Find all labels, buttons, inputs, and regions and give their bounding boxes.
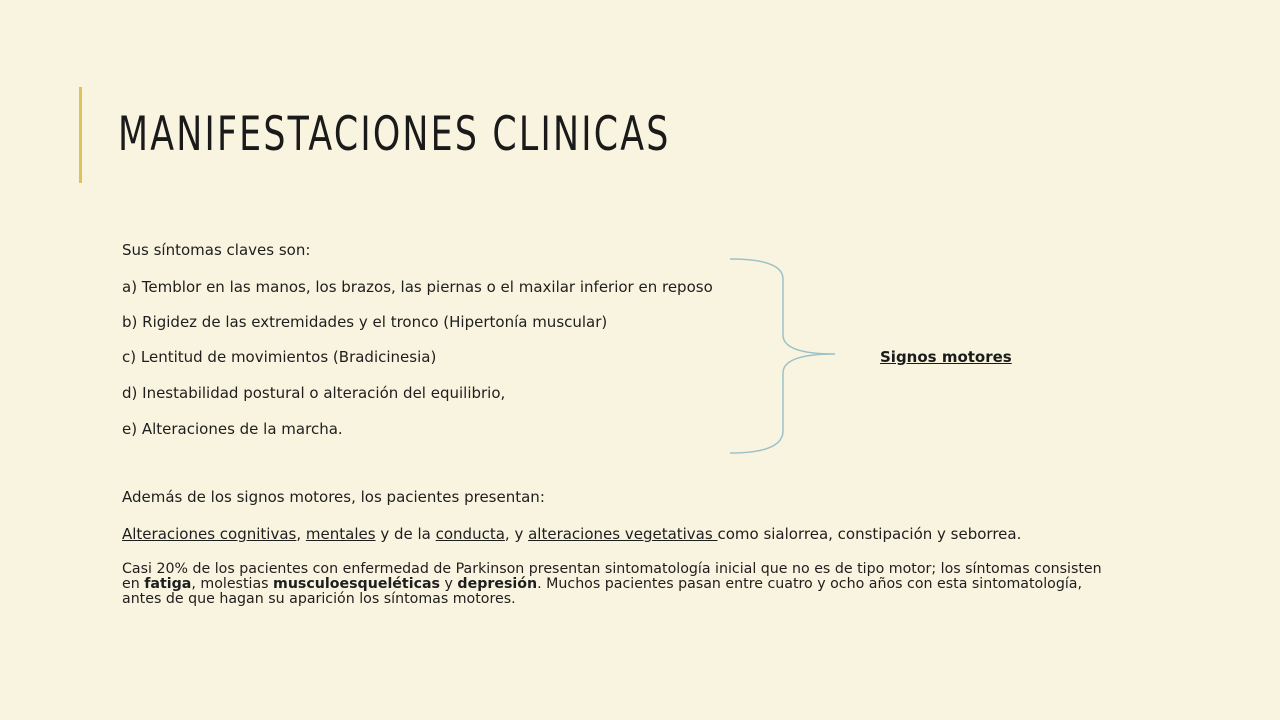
mental-text: mentales	[305, 525, 376, 543]
paragraph-text: . Muchos pacientes pasan entre cuatro y ocho años con esta sintomatología, antes de que hagan su aparición los síntomas motores.	[122, 576, 1083, 607]
symptom-item: b) Rigidez de las extremidades y el tronco (Hipertonía muscular)	[122, 313, 608, 331]
symptom-item: d) Inestabilidad postural o alteración del equilibrio,	[122, 384, 506, 402]
other-signs-line	[122, 525, 1021, 543]
other-signs-intro: Además de los signos motores, los pacientes presentan:	[122, 488, 545, 506]
motor-signs-label: Signos motores	[880, 348, 1012, 366]
fatigue-term: fatiga	[144, 576, 192, 592]
grouping-brace	[725, 255, 845, 465]
symptom-item: e) Alteraciones de la marcha.	[122, 420, 343, 438]
line-tail-text: como sialorrea, constipación y seborrea.	[717, 525, 1022, 543]
symptom-item: c) Lentitud de movimientos (Bradicinesia)	[122, 348, 437, 366]
behavior-text: conducta	[435, 525, 505, 543]
paragraph-text: , molestias	[191, 576, 274, 592]
vegetative-alterations-text: alteraciones vegetativas	[528, 525, 718, 543]
symptom-item: a) Temblor en las manos, los brazos, las piernas o el maxilar inferior en reposo	[122, 278, 713, 296]
cognitive-alterations-text: Alteraciones cognitivas	[122, 525, 297, 543]
paragraph-text: Casi 20% de los pacientes con enfermedad de Parkinson presentan sintomatología inicial que no es de tipo motor; los síntomas consisten en	[122, 561, 1102, 592]
separator-text: , y	[504, 525, 529, 543]
separator-text: y de la	[375, 525, 436, 543]
title-accent-bar	[79, 87, 82, 183]
non-motor-paragraph	[122, 562, 1122, 607]
slide-title: MANIFESTACIONES CLINICAS	[118, 107, 671, 162]
separator-text: ,	[296, 525, 306, 543]
symptoms-intro: Sus síntomas claves son:	[122, 241, 311, 259]
depression-term: depresión	[457, 576, 538, 592]
paragraph-text: y	[440, 576, 458, 592]
musculoskeletal-term: musculoesqueléticas	[273, 576, 440, 592]
